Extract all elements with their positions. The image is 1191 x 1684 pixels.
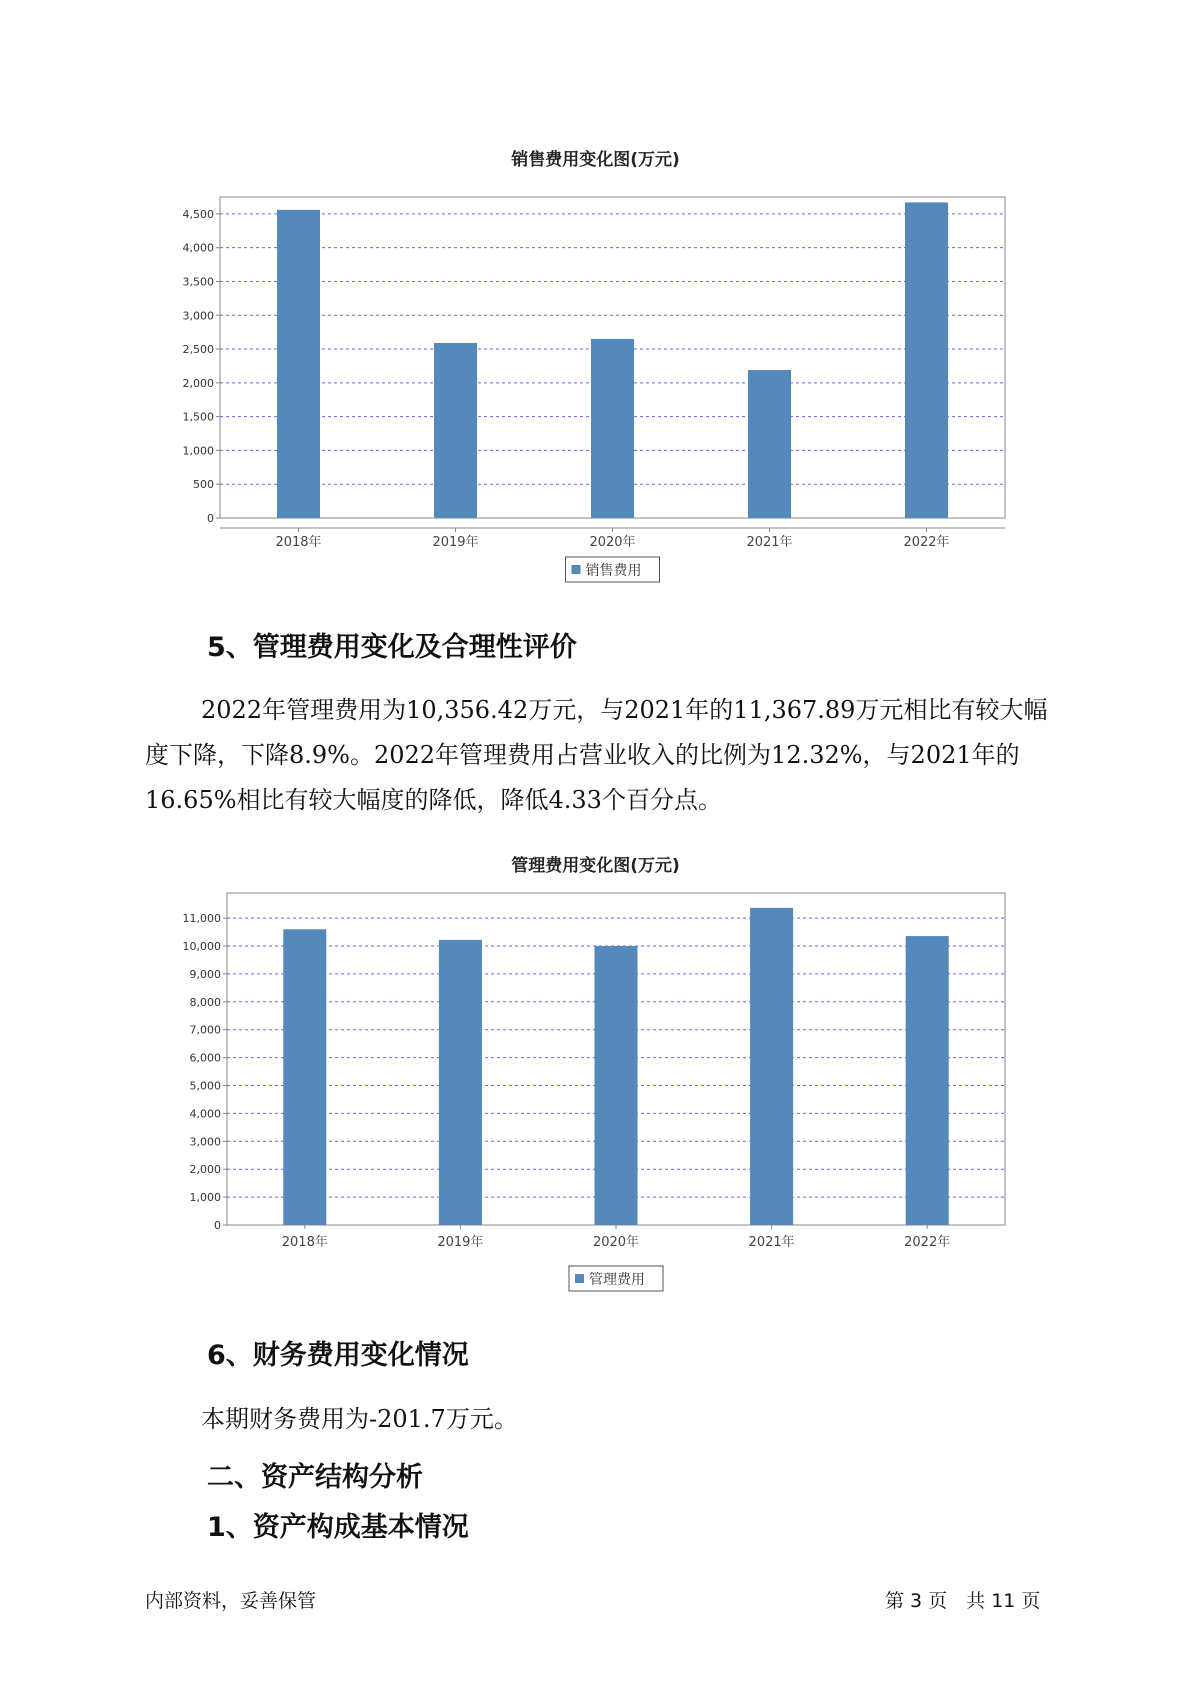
y-tick-label: 10,000 [182, 940, 221, 954]
legend-swatch [575, 1274, 584, 1283]
section-6-paragraph: 本期财务费用为-201.7万元。 [201, 1405, 518, 1433]
y-tick-label: 3,000 [189, 1135, 221, 1149]
x-tick-label: 2021年 [746, 535, 793, 550]
legend-label: 销售费用 [585, 563, 642, 579]
y-tick-label: 4,000 [182, 241, 214, 255]
legend-label: 管理费用 [589, 1272, 645, 1288]
y-tick-label: 0 [214, 1219, 221, 1232]
bar [283, 929, 326, 1225]
y-tick-label: 0 [207, 512, 214, 525]
y-tick-label: 8,000 [189, 995, 221, 1009]
y-tick-label: 4,000 [189, 1107, 221, 1121]
section-5-heading: 5、管理费用变化及合理性评价 [207, 632, 577, 663]
y-tick-label: 500 [193, 478, 214, 492]
y-tick-label: 7,000 [189, 1023, 221, 1037]
section-6-heading: 6、财务费用变化情况 [207, 1340, 469, 1371]
x-tick-label: 2018年 [275, 535, 322, 550]
y-tick-label: 3,000 [182, 309, 214, 323]
chart-title: 管理费用变化图(万元) [511, 856, 680, 876]
section-ii-1-heading: 1、资产构成基本情况 [207, 1512, 469, 1543]
y-tick-label: 5,000 [189, 1079, 221, 1093]
bar [439, 940, 482, 1225]
y-tick-label: 9,000 [189, 967, 221, 981]
y-tick-label: 11,000 [182, 912, 221, 926]
y-tick-label: 2,500 [182, 343, 214, 357]
y-tick-label: 6,000 [189, 1051, 221, 1065]
y-tick-label: 3,500 [182, 275, 214, 289]
y-tick-label: 1,000 [182, 444, 214, 458]
bar [750, 908, 793, 1225]
bar [906, 936, 949, 1225]
section-ii-heading: 二、资产结构分析 [207, 1462, 423, 1493]
footer-page-number: 第 3 页 共 11 页 [885, 1590, 1041, 1612]
section-5-paragraph: 2022年管理费用为10,356.42万元，与2021年的11,367.89万元相比有较大幅度下降，下降8.9%。2022年管理费用占营业收入的比例为12.32%，与2021年的16.65%相比有较大幅度的降低，降低4.33个百分点。 [145, 696, 1048, 814]
x-tick-label: 2022年 [903, 535, 950, 550]
y-tick-label: 2,000 [189, 1163, 221, 1177]
x-tick-label: 2021年 [748, 1235, 795, 1250]
x-tick-label: 2020年 [589, 535, 636, 550]
footer-left: 内部资料，妥善保管 [145, 1590, 317, 1612]
y-tick-label: 1,500 [182, 410, 214, 424]
y-tick-label: 1,000 [189, 1191, 221, 1205]
x-tick-label: 2018年 [281, 1235, 328, 1250]
bar [595, 946, 638, 1225]
x-tick-label: 2022年 [904, 1235, 951, 1250]
x-tick-label: 2019年 [437, 1235, 484, 1250]
y-tick-label: 4,500 [182, 207, 214, 221]
x-tick-label: 2019年 [432, 535, 479, 550]
y-tick-label: 2,000 [182, 376, 214, 390]
chart-title: 销售费用变化图(万元) [511, 150, 680, 170]
x-tick-label: 2020年 [592, 1235, 640, 1250]
